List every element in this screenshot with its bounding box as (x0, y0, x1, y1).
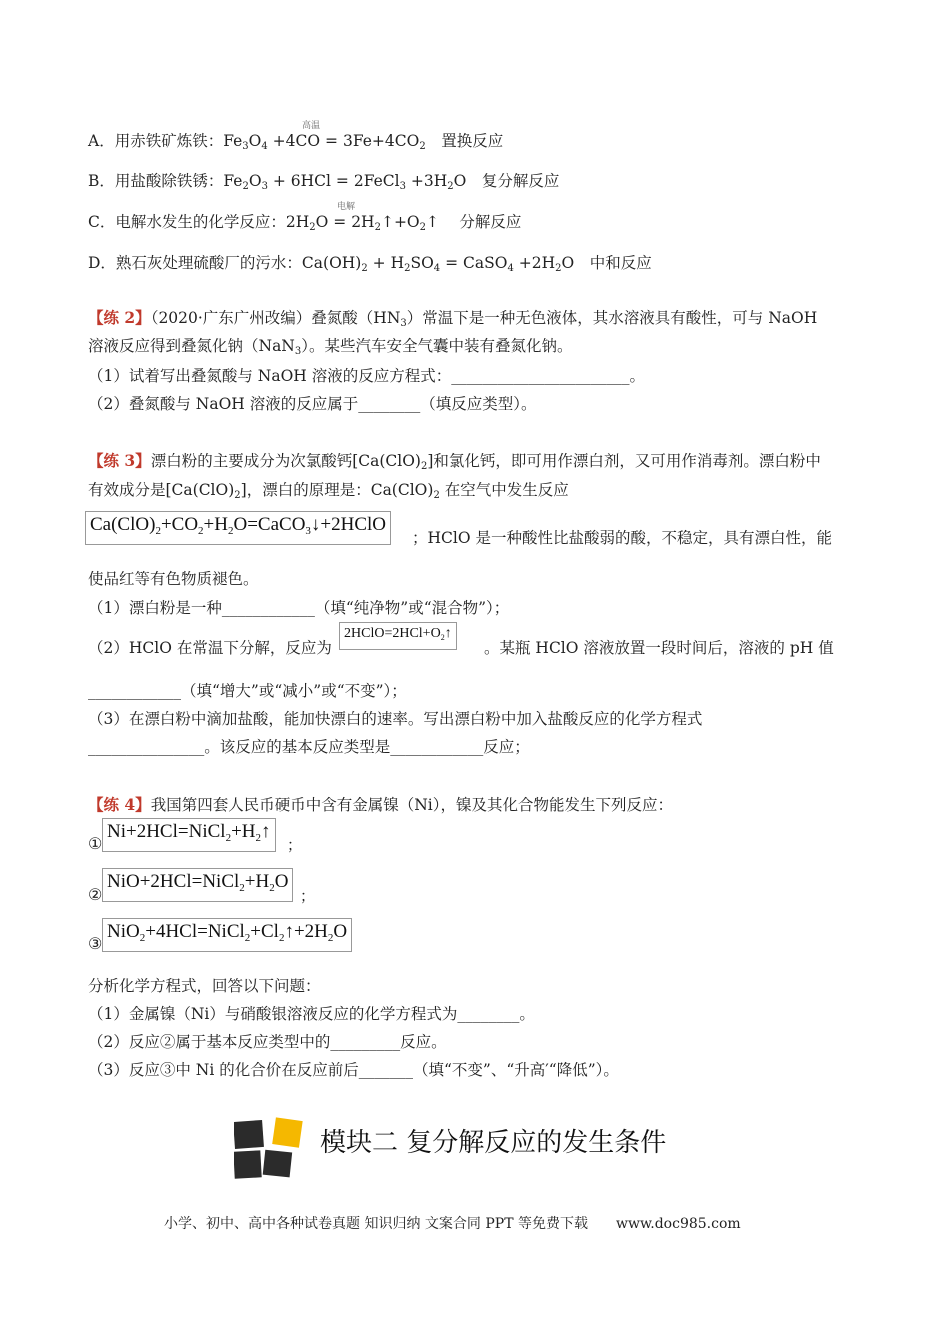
q4-reaction-number-2: ② (88, 885, 103, 904)
q4-reaction-number-3: ③ (88, 934, 103, 953)
q3-part1: （1）漂白粉是一种____________（填“纯净物”或“混合物”）； (88, 599, 510, 617)
q3-after-equation: ；HClO 是一种酸性比盐酸弱的酸，不稳定，具有漂白性，能 (412, 529, 832, 547)
q2-intro-line1: 【练 2】（2020·广东广州改编）叠氮酸$(HN_3)$常温下是一种无色液体，其水溶液具有酸性，可与 NaOH (88, 308, 818, 329)
q4-intro: 【练 4】我国第四套人民币硬币中含有金属镍（Ni），镍及其化合物能发生下列反应： (88, 795, 673, 814)
q4-semicolon-2: ； (300, 887, 316, 905)
footer-text: 小学、初中、高中各种试卷真题 知识归纳 文案合同 PPT 等免费下载 www.doc985.com (164, 1216, 741, 1232)
option-c: C．电解水发生的化学反应：$2H_2O$ = $2H_2↑+O_2↑$ 分解反应 (88, 213, 522, 233)
q3-part2-lead: （2）HClO 在常温下分解，反应为 (88, 639, 332, 657)
section-title: 模块二 复分解反应的发生条件 (320, 1128, 667, 1158)
q4-semicolon-1: ； (287, 836, 303, 854)
q4-equation-box-3: $NiO_2+4HCl=NiCl_2+Cl_2↑+2H_2O$ (102, 918, 352, 952)
option-a: A．用赤铁矿炼铁：$Fe_3O_4 +4CO = 3Fe+4CO_2$ 置换反应 (88, 132, 504, 152)
condition-label-high-temp: 高温 (302, 121, 321, 131)
q4-equation-box-1: $Ni+2HCl=NiCl_2+H_2↑$ (102, 818, 276, 852)
q3-intro-line2: 有效成分是$[Ca(ClO)_2]$，漂白的原理是：$Ca(ClO)_2$ 在空气中发生反应 (88, 481, 569, 501)
q4-part2: （2）反应②属于基本反应类型中的_________反应。 (88, 1033, 447, 1051)
condition-label-electrolysis: 电解 (337, 202, 356, 212)
q4-part3: （3）反应③中 Ni 的化合价在反应前后_______（填“不变”、“升高′“降低”）。 (88, 1061, 619, 1079)
q3-equation-box-1: $Ca(ClO)_2+CO_2+H_2O=CaCO_3↓+2HClO$ (85, 511, 391, 545)
option-b: B．用盐酸除铁锈：$Fe_2O_3 + 6HCl$ = 2FeCl$_3$ $+3H_2O$ 复分解反应 (88, 172, 560, 192)
q4-analyze: 分析化学方程式，回答以下问题： (88, 977, 321, 995)
module-logo-icon (234, 1117, 304, 1179)
option-d: D．熟石灰处理硫酸厂的污水：$Ca(OH)_2 + H_2SO_4$ = CaSO$_4$ $+2H_2O$ 中和反应 (88, 254, 652, 274)
q3-part2-tail: 。某瓶 HClO 溶液放置一段时间后，溶液的 pH 值 (484, 639, 834, 657)
q3-intro-line1: 【练 3】漂白粉的主要成分为次氯酸钙$[Ca(ClO)_2]$和氯化钙，即可用作漂白剂，又可用作消毒剂。漂白粉中 (88, 451, 821, 472)
q4-equation-box-2: $NiO+2HCl=NiCl_2+H_2O$ (102, 868, 293, 902)
q4-reaction-number-1: ① (88, 834, 103, 853)
q4-part1: （1）金属镍（Ni）与硝酸银溶液反应的化学方程式为________。 (88, 1005, 535, 1023)
q2-part2: （2）叠氮酸与 NaOH 溶液的反应属于________（填反应类型）。 (88, 395, 537, 413)
q2-tag: 【练 2】 (88, 308, 151, 327)
q3-part3-line2: _______________。该反应的基本反应类型是____________反应； (88, 738, 530, 756)
q3-equation-box-2: $2HClO=2HCl+O_2↑$ (339, 622, 457, 650)
q4-tag: 【练 4】 (88, 795, 151, 814)
q2-part1: （1）试着写出叠氮酸与 NaOH 溶液的反应方程式：_______________________。 (88, 367, 645, 385)
q2-intro-line2: 溶液反应得到叠氮化钠（NaN$_3$）。某些汽车安全气囊中装有叠氮化钠。 (88, 337, 573, 357)
q3-intro-line4: 使品红等有色物质褪色。 (88, 570, 259, 588)
q3-tag: 【练 3】 (88, 451, 151, 470)
q3-part2-blank: ____________（填“增大”或“减小”或“不变”）； (88, 682, 407, 700)
q3-part3-line1: （3）在漂白粉中滴加盐酸，能加快漂白的速率。写出漂白粉中加入盐酸反应的化学方程式 (88, 710, 703, 728)
